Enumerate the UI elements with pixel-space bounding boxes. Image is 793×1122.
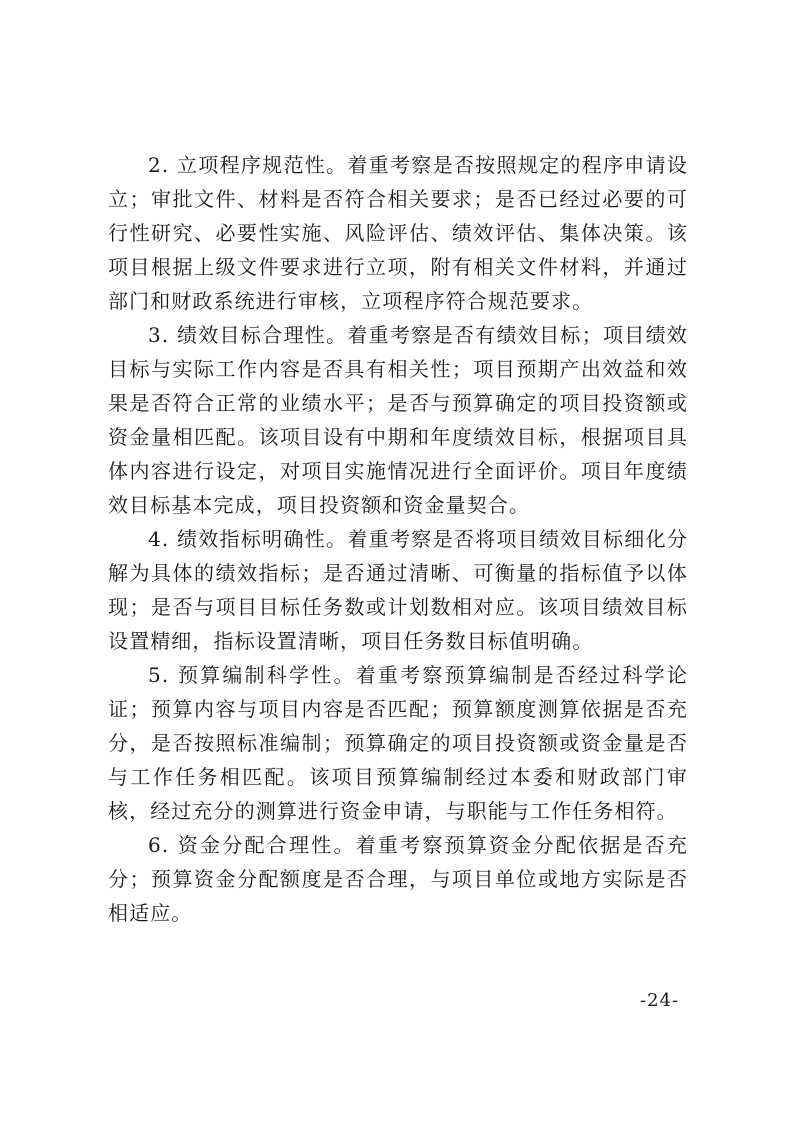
page-number: -24- (640, 990, 680, 1011)
paragraph-performance-indicator: 4. 绩效指标明确性。着重考察是否将项目绩效目标细化分解为具体的绩效指标；是否通过清晰、可衡量的指标值予以体现；是否与项目目标任务数或计划数相对应。该项目绩效目标设置精细，指标设置清晰，项目任务数目标值明确。 (108, 527, 688, 653)
paragraph-project-procedure: 2. 立项程序规范性。着重考察是否按照规定的程序申请设立；审批文件、材料是否符合相关要求；是否已经过必要的可行性研究、必要性实施、风险评估、绩效评估、集体决策。该项目根据上级文件要求进行立项，附有相关文件材料，并通过部门和财政系统进行审核，立项程序符合规范要求。 (108, 153, 688, 313)
paragraph-performance-target: 3. 绩效目标合理性。着重考察是否有绩效目标；项目绩效目标与实际工作内容是否具有相关性；项目预期产出效益和效果是否符合正常的业绩水平；是否与预算确定的项目投资额或资金量相匹配。该项目设有中期和年度绩效目标，根据项目具体内容进行设定，对项目实施情况进行全面评价。项目年度绩效目标基本完成，项目投资额和资金量契合。 (108, 323, 688, 517)
document-body (108, 148, 688, 930)
paragraph-fund-allocation: 6. 资金分配合理性。着重考察预算资金分配依据是否充分；预算资金分配额度是否合理，与项目单位或地方实际是否相适应。 (108, 833, 688, 925)
paragraph-budget-preparation: 5. 预算编制科学性。着重考察预算编制是否经过科学论证；预算内容与项目内容是否匹配；预算额度测算依据是否充分，是否按照标准编制；预算确定的项目投资额或资金量是否与工作任务相匹配。该项目预算编制经过本委和财政部门审核，经过充分的测算进行资金申请，与职能与工作任务相符。 (108, 663, 688, 823)
